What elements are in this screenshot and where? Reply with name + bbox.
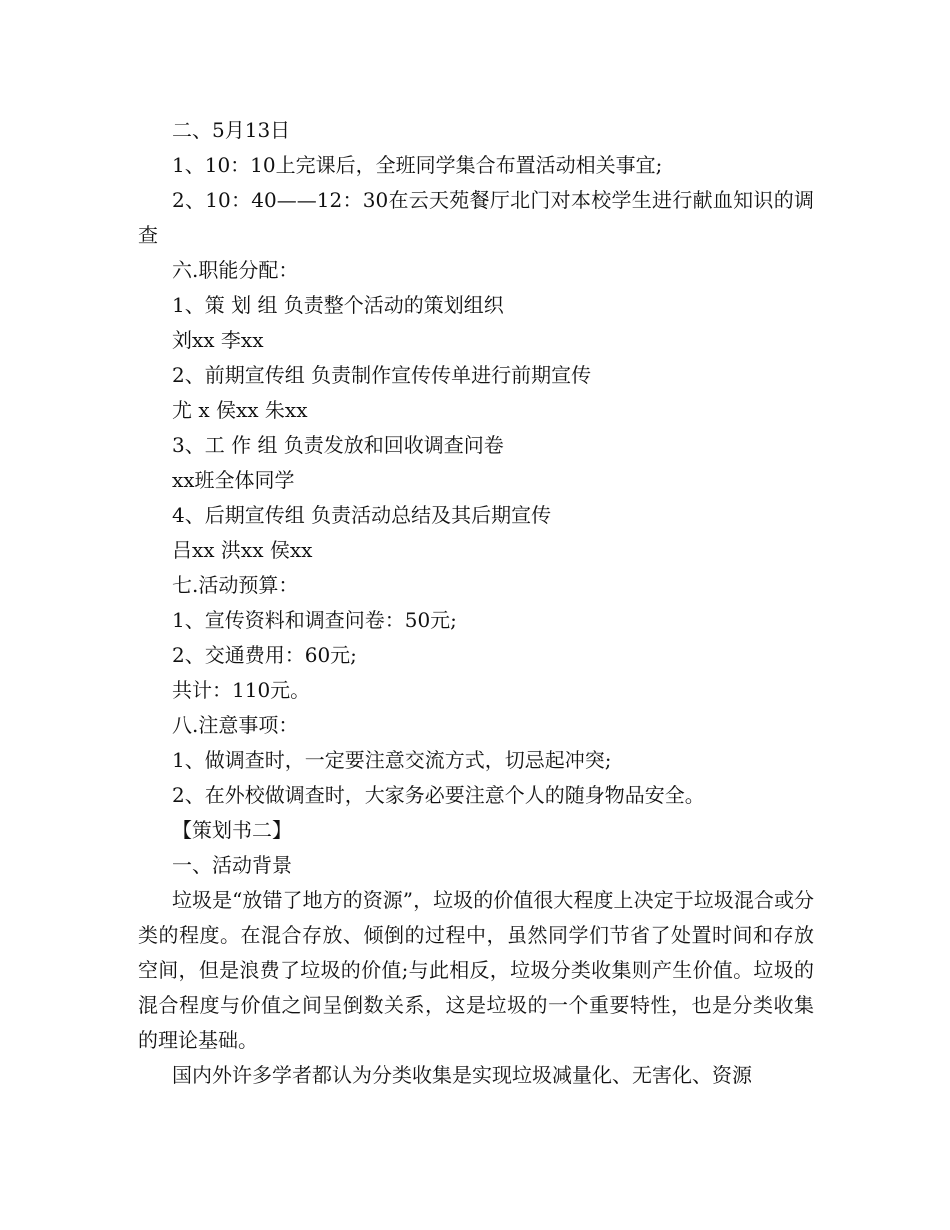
section-heading-background: 一、活动背景 <box>172 853 292 877</box>
note-item: 1、做调查时，一定要注意交流方式，切忌起冲突; <box>172 748 612 772</box>
role-item: 3、工 作 组 负责发放和回收调查问卷 <box>172 433 504 457</box>
role-members: 刘xx 李xx <box>172 328 264 352</box>
role-item: 4、后期宣传组 负责活动总结及其后期宣传 <box>172 503 552 527</box>
budget-item: 1、宣传资料和调查问卷：50元; <box>172 608 457 632</box>
role-item: 1、策 划 组 负责整个活动的策划组织 <box>172 293 504 317</box>
body-paragraph: 垃圾是“放错了地方的资源”，垃圾的价值很大程度上决定于垃圾混合或分类的程度。在混合存放、倾倒的过程中，虽然同学们节省了处置时间和存放空间，但是浪费了垃圾的价值;与此相反，垃圾分类收集则产生价值。垃圾的混合程度与价值之间呈倒数关系，这是垃圾的一个重要特性，也是分类收集的理论基础。 <box>138 888 814 1052</box>
section-heading-notes: 八.注意事项： <box>172 713 299 737</box>
role-members: xx班全体同学 <box>172 468 295 492</box>
role-members: 尤 x 侯xx 朱xx <box>172 398 308 422</box>
body-paragraph: 国内外许多学者都认为分类收集是实现垃圾减量化、无害化、资源 <box>172 1063 752 1087</box>
section-heading-budget: 七.活动预算： <box>172 573 299 597</box>
role-item: 2、前期宣传组 负责制作宣传传单进行前期宣传 <box>172 363 592 387</box>
document-body <box>138 113 814 1093</box>
plan-two-heading: 【策划书二】 <box>172 818 292 842</box>
section-heading-roles: 六.职能分配： <box>172 258 299 282</box>
budget-total: 共计：110元。 <box>172 678 311 702</box>
schedule-item: 1、10：10上完课后，全班同学集合布置活动相关事宜; <box>172 153 663 177</box>
role-members: 吕xx 洪xx 侯xx <box>172 538 313 562</box>
note-item: 2、在外校做调查时，大家务必要注意个人的随身物品安全。 <box>172 783 705 807</box>
section-heading-date: 二、5月13日 <box>172 118 291 142</box>
schedule-item: 2、10：40——12：30在云天苑餐厅北门对本校学生进行献血知识的调查 <box>138 188 814 247</box>
budget-item: 2、交通费用：60元; <box>172 643 357 667</box>
